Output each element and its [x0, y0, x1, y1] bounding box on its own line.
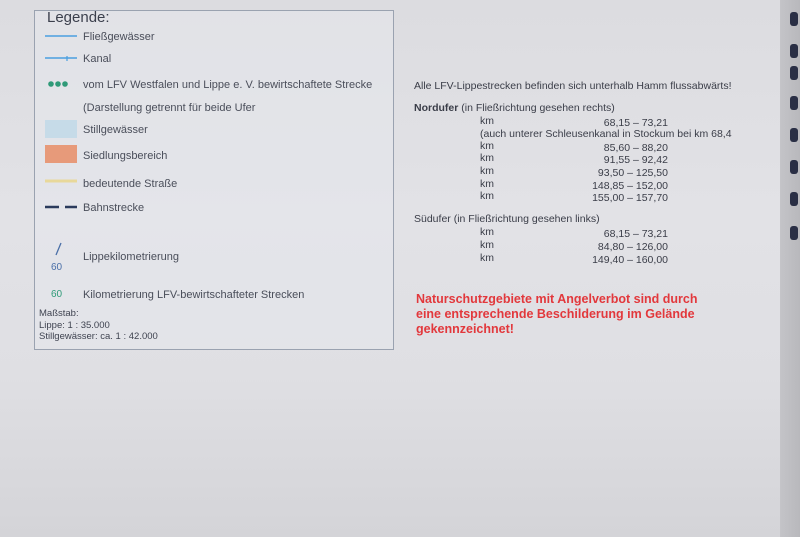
ring	[790, 128, 798, 142]
scale-stillgewaesser: Stillgewässer: ca. 1 : 42.000	[39, 331, 158, 342]
north-km-3: km	[480, 165, 494, 177]
dashed-line-icon	[45, 202, 77, 215]
warning-line-2: eine entsprechende Beschilderung im Gelände	[416, 307, 695, 321]
north-km-1: km	[480, 140, 494, 152]
legend-box: Legende: Fließgewässer Kanal vom LFV Westfalen und Lippe e. V. bewirtschaftete Strecke (Darstellung getrennt für beide Ufer Stillgewässer Siedlungsbereich bedeutende Straße Bahnstrecke 60 Lippekilometrierung 60 Kilometrierung LFV-bewirtschafteter Strecken Maßstab: Lippe: 1 : 35.000 Stillgewässer: ca. 1 : 42.000	[34, 10, 394, 350]
legend-title: Legende:	[47, 9, 110, 26]
north-value-1: 85,60 – 88,20	[603, 142, 668, 154]
north-value-4: 148,85 – 152,00	[592, 180, 668, 192]
orange-swatch-icon	[45, 145, 77, 166]
km-lfv-marker: 60	[51, 289, 63, 300]
svg-text:60: 60	[51, 262, 63, 273]
blue-line-icon	[45, 31, 77, 44]
south-value-2: 149,40 – 160,00	[592, 254, 668, 266]
south-km-0: km	[480, 226, 494, 238]
ring	[790, 12, 798, 26]
south-heading: Südufer (in Fließrichtung gesehen links)	[414, 213, 600, 225]
south-value-0: 68,15 – 73,21	[603, 228, 668, 240]
north-value-0: 68,15 – 73,21	[603, 117, 668, 129]
north-km-4: km	[480, 178, 494, 190]
ring	[790, 226, 798, 240]
south-km-2: km	[480, 252, 494, 264]
scale-title: Maßstab:	[39, 308, 79, 319]
ring	[790, 44, 798, 58]
north-km-5: km	[480, 190, 494, 202]
ring	[790, 160, 798, 174]
warning-line-3: gekennzeichnet!	[416, 322, 514, 336]
intro-text: Alle LFV-Lippestrecken befinden sich unterhalb Hamm flussabwärts!	[414, 80, 732, 92]
yellow-line-icon	[45, 176, 77, 189]
lightblue-swatch-icon	[45, 120, 77, 141]
north-value-5: 155,00 – 157,70	[592, 192, 668, 204]
canal-line-icon	[45, 53, 77, 66]
km-marker-icon	[45, 241, 75, 276]
scale-lippe: Lippe: 1 : 35.000	[39, 320, 110, 331]
north-km-2: km	[480, 152, 494, 164]
ring	[790, 66, 798, 80]
north-note: (auch unterer Schleusenkanal in Stockum bei km 68,4	[480, 128, 732, 140]
south-km-1: km	[480, 239, 494, 251]
north-value-3: 93,50 – 125,50	[597, 167, 668, 179]
north-heading: Nordufer (in Fließrichtung gesehen rechts)	[414, 102, 615, 114]
warning-line-1: Naturschutzgebiete mit Angelverbot sind durch	[416, 292, 698, 306]
green-dots-icon	[45, 79, 77, 92]
warning-text	[416, 292, 746, 337]
south-value-1: 84,80 – 126,00	[597, 241, 668, 253]
binding-spiral	[780, 0, 800, 537]
ring	[790, 96, 798, 110]
north-km-0: km	[480, 115, 494, 127]
ring	[790, 192, 798, 206]
north-value-2: 91,55 – 92,42	[603, 154, 668, 166]
